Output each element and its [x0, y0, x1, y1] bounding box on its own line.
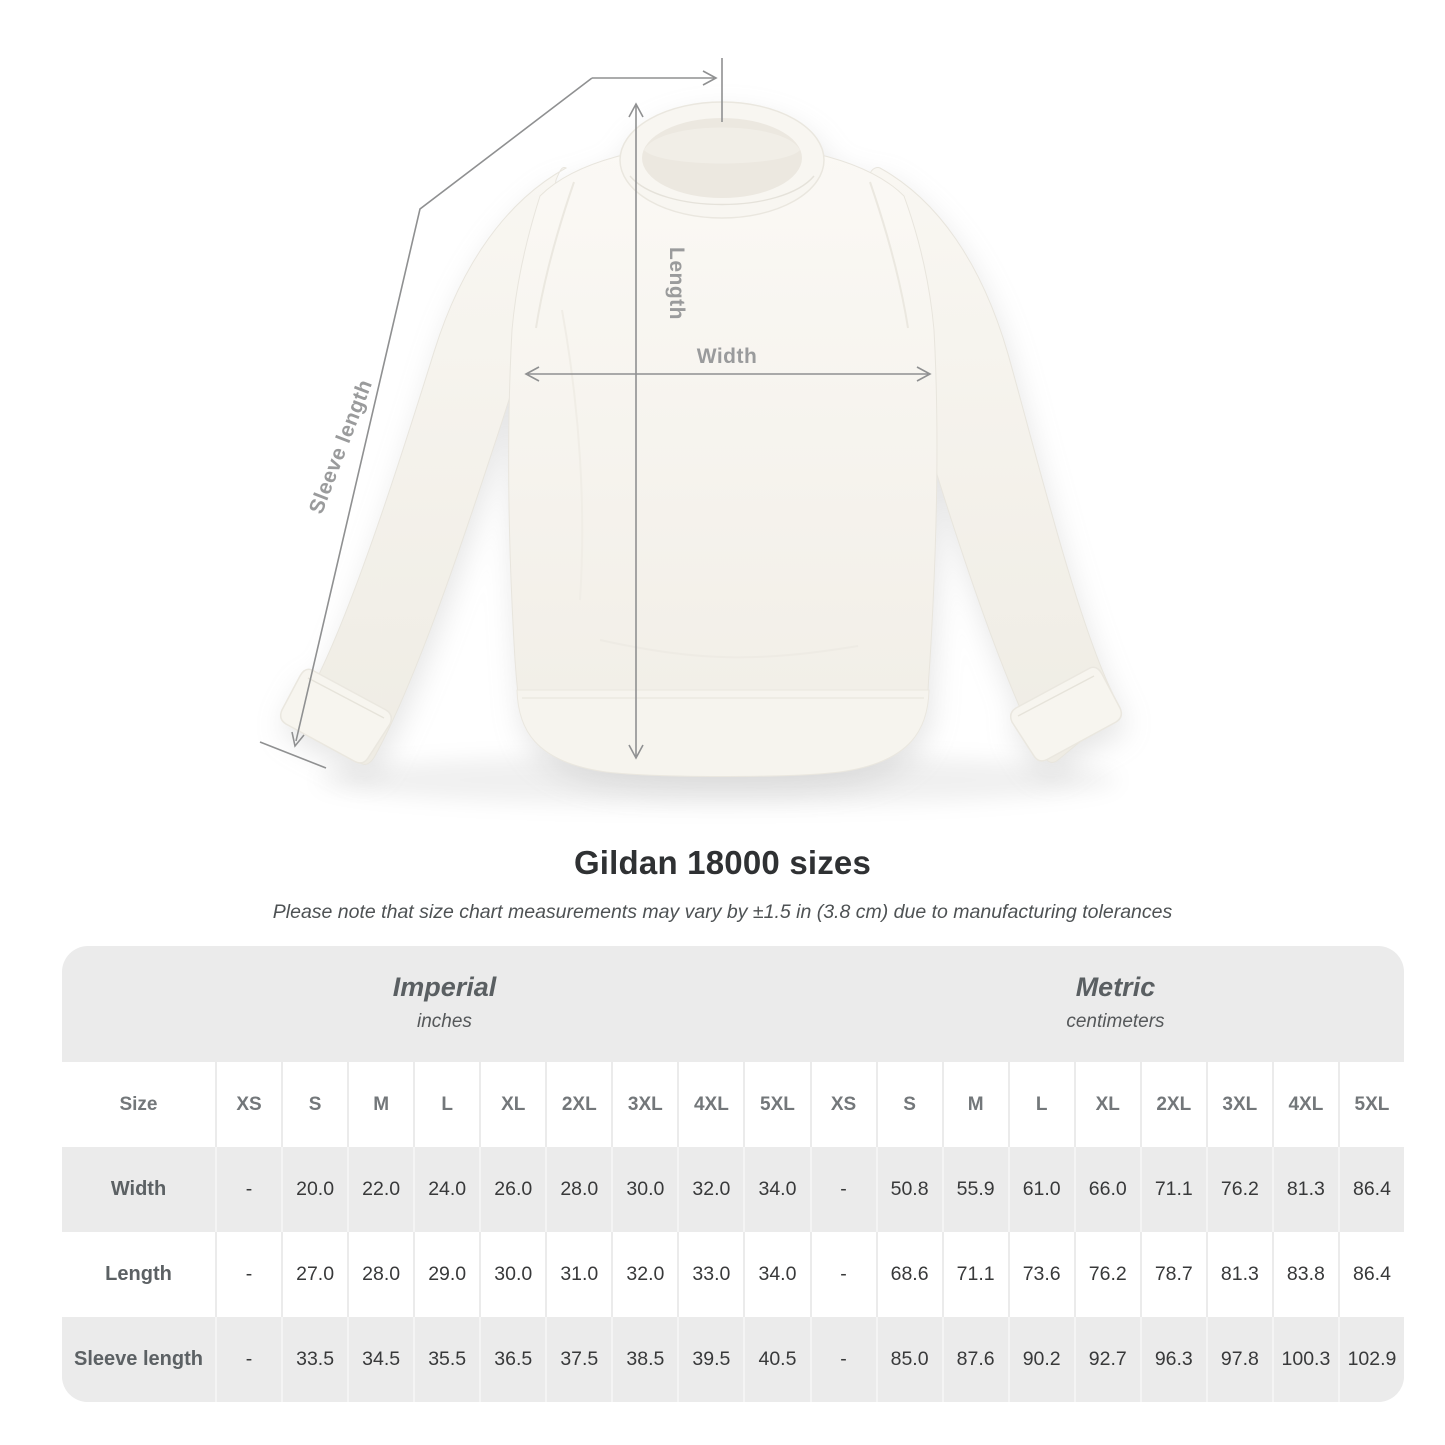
- width-metric-4xl: 81.3: [1272, 1147, 1338, 1232]
- width-metric-2xl: 71.1: [1140, 1147, 1206, 1232]
- metric-size-header-xl: XL: [1074, 1062, 1140, 1147]
- width-dimension-label: Width: [696, 345, 758, 368]
- metric-size-header-m: M: [942, 1062, 1008, 1147]
- width-metric-l: 61.0: [1008, 1147, 1074, 1232]
- length-metric-m: 71.1: [942, 1232, 1008, 1317]
- sleeve-length-metric-l: 90.2: [1008, 1317, 1074, 1402]
- width-imperial-3xl: 30.0: [611, 1147, 677, 1232]
- metric-size-header-2xl: 2XL: [1140, 1062, 1206, 1147]
- imperial-unit: inches: [417, 1011, 472, 1032]
- metric-size-header-4xl: 4XL: [1272, 1062, 1338, 1147]
- sleeve-length-metric-3xl: 97.8: [1206, 1317, 1272, 1402]
- sleeve-length-metric-s: 85.0: [876, 1317, 942, 1402]
- length-imperial-l: 29.0: [413, 1232, 479, 1317]
- metric-size-header-5xl: 5XL: [1338, 1062, 1404, 1147]
- sleeve-length-imperial-s: 33.5: [281, 1317, 347, 1402]
- units-header-band: [62, 946, 1404, 1062]
- cuff-tick: [260, 742, 326, 768]
- metric-size-header-3xl: 3XL: [1206, 1062, 1272, 1147]
- sleeve-length-dimension-label: Sleeve length: [304, 376, 378, 518]
- length-metric-2xl: 78.7: [1140, 1232, 1206, 1317]
- metric-size-header-l: L: [1008, 1062, 1074, 1147]
- width-metric-3xl: 76.2: [1206, 1147, 1272, 1232]
- width-metric-5xl: 86.4: [1338, 1147, 1404, 1232]
- imperial-section-header: [62, 946, 827, 1062]
- length-metric-3xl: 81.3: [1206, 1232, 1272, 1317]
- imperial-size-header-4xl: 4XL: [677, 1062, 743, 1147]
- width-metric-s: 50.8: [876, 1147, 942, 1232]
- length-metric-s: 68.6: [876, 1232, 942, 1317]
- sleeve-length-imperial-xs: -: [215, 1317, 281, 1402]
- length-dimension-label: Length: [665, 247, 688, 320]
- imperial-size-header-m: M: [347, 1062, 413, 1147]
- metric-size-header-s: S: [876, 1062, 942, 1147]
- sleeve-length-imperial-m: 34.5: [347, 1317, 413, 1402]
- width-metric-xl: 66.0: [1074, 1147, 1140, 1232]
- width-imperial-m: 22.0: [347, 1147, 413, 1232]
- width-metric-m: 55.9: [942, 1147, 1008, 1232]
- length-metric-xl: 76.2: [1074, 1232, 1140, 1317]
- sleeve-length-imperial-xl: 36.5: [479, 1317, 545, 1402]
- sleeve-length-metric-2xl: 96.3: [1140, 1317, 1206, 1402]
- metric-unit: centimeters: [1066, 1011, 1165, 1032]
- length-imperial-xs: -: [215, 1232, 281, 1317]
- imperial-size-header-3xl: 3XL: [611, 1062, 677, 1147]
- imperial-size-header-s: S: [281, 1062, 347, 1147]
- width-imperial-xs: -: [215, 1147, 281, 1232]
- sleeve-length-metric-5xl: 102.9: [1338, 1317, 1404, 1402]
- metric-title: Metric: [1075, 972, 1156, 1002]
- length-metric-4xl: 83.8: [1272, 1232, 1338, 1317]
- width-imperial-4xl: 32.0: [677, 1147, 743, 1232]
- size-corner-header: Size: [62, 1062, 215, 1147]
- sleeve-length-metric-xs: -: [810, 1317, 876, 1402]
- row-label-width: Width: [62, 1147, 215, 1232]
- width-imperial-xl: 26.0: [479, 1147, 545, 1232]
- sleeve-length-imperial-3xl: 38.5: [611, 1317, 677, 1402]
- sleeve-length-imperial-2xl: 37.5: [545, 1317, 611, 1402]
- row-label-sleeve-length: Sleeve length: [62, 1317, 215, 1402]
- length-imperial-3xl: 32.0: [611, 1232, 677, 1317]
- page-title: Gildan 18000 sizes: [573, 844, 872, 881]
- metric-section-header: [827, 946, 1404, 1062]
- length-imperial-4xl: 33.0: [677, 1232, 743, 1317]
- imperial-size-header-xs: XS: [215, 1062, 281, 1147]
- sleeve-length-metric-4xl: 100.3: [1272, 1317, 1338, 1402]
- row-label-length: Length: [62, 1232, 215, 1317]
- tolerance-note: Please note that size chart measurements may vary by ±1.5 in (3.8 cm) due to manufacturing tolerances: [272, 901, 1173, 923]
- imperial-size-header-5xl: 5XL: [743, 1062, 809, 1147]
- sleeve-length-imperial-5xl: 40.5: [743, 1317, 809, 1402]
- width-imperial-5xl: 34.0: [743, 1147, 809, 1232]
- width-imperial-2xl: 28.0: [545, 1147, 611, 1232]
- size-grid: [62, 1062, 1404, 1402]
- sleeve-length-metric-xl: 92.7: [1074, 1317, 1140, 1402]
- imperial-title: Imperial: [392, 972, 497, 1002]
- torso: [509, 144, 937, 695]
- sleeve-length-imperial-l: 35.5: [413, 1317, 479, 1402]
- hem-band: [517, 690, 929, 777]
- length-imperial-m: 28.0: [347, 1232, 413, 1317]
- width-metric-xs: -: [810, 1147, 876, 1232]
- width-imperial-s: 20.0: [281, 1147, 347, 1232]
- width-imperial-l: 24.0: [413, 1147, 479, 1232]
- sleeve-length-metric-m: 87.6: [942, 1317, 1008, 1402]
- sleeve-length-imperial-4xl: 39.5: [677, 1317, 743, 1402]
- length-imperial-xl: 30.0: [479, 1232, 545, 1317]
- length-metric-5xl: 86.4: [1338, 1232, 1404, 1317]
- size-table: [62, 946, 1404, 1402]
- length-metric-l: 73.6: [1008, 1232, 1074, 1317]
- length-imperial-2xl: 31.0: [545, 1232, 611, 1317]
- length-metric-xs: -: [810, 1232, 876, 1317]
- imperial-size-header-l: L: [413, 1062, 479, 1147]
- length-imperial-s: 27.0: [281, 1232, 347, 1317]
- sweatshirt-illustration: [281, 102, 1122, 777]
- imperial-size-header-xl: XL: [479, 1062, 545, 1147]
- metric-size-header-xs: XS: [810, 1062, 876, 1147]
- imperial-size-header-2xl: 2XL: [545, 1062, 611, 1147]
- length-imperial-5xl: 34.0: [743, 1232, 809, 1317]
